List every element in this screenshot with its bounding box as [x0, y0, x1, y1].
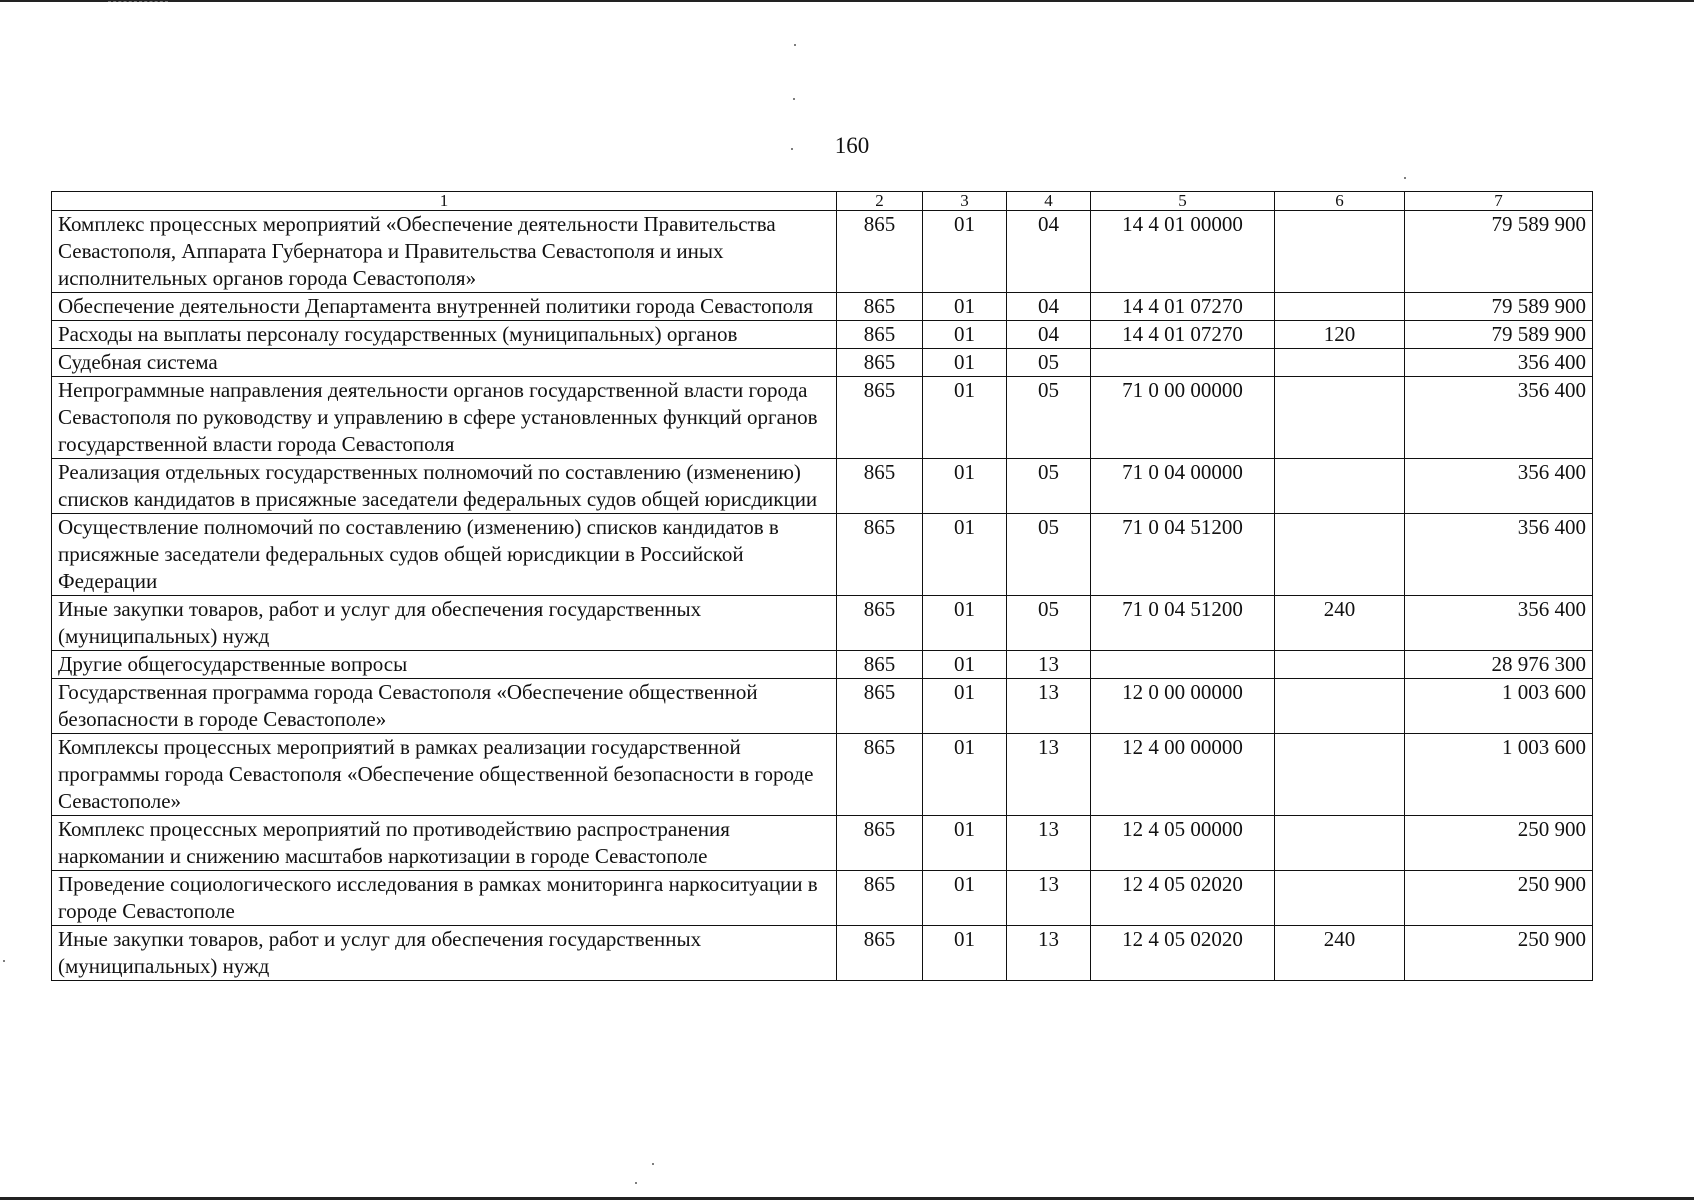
section-code-cell: 01: [923, 349, 1007, 377]
subsection-code-cell: 04: [1007, 211, 1091, 293]
amount-cell: 356 400: [1405, 377, 1593, 459]
subsection-code-cell: 13: [1007, 651, 1091, 679]
target-article-cell: 12 4 05 02020: [1091, 926, 1275, 981]
expense-type-cell: [1275, 211, 1405, 293]
target-article-cell: 71 0 04 00000: [1091, 459, 1275, 514]
column-header: 6: [1275, 192, 1405, 211]
grbs-code-cell: 865: [837, 926, 923, 981]
expense-name-cell: Обеспечение деятельности Департамента внутренней политики города Севастополя: [52, 293, 837, 321]
table-row: [52, 211, 1593, 293]
grbs-code-cell: 865: [837, 816, 923, 871]
expense-name-cell: Государственная программа города Севастополя «Обеспечение общественной безопасности в городе Севастополе»: [52, 679, 837, 734]
section-code-cell: 01: [923, 596, 1007, 651]
target-article-cell: 12 0 00 00000: [1091, 679, 1275, 734]
grbs-code-cell: 865: [837, 459, 923, 514]
amount-cell: 356 400: [1405, 596, 1593, 651]
expense-type-cell: [1275, 734, 1405, 816]
grbs-code-cell: 865: [837, 321, 923, 349]
target-article-cell: 71 0 00 00000: [1091, 377, 1275, 459]
section-code-cell: 01: [923, 679, 1007, 734]
budget-table: [51, 191, 1593, 981]
expense-type-cell: [1275, 377, 1405, 459]
section-code-cell: 01: [923, 926, 1007, 981]
section-code-cell: 01: [923, 816, 1007, 871]
section-code-cell: 01: [923, 321, 1007, 349]
column-header: 2: [837, 192, 923, 211]
subsection-code-cell: 05: [1007, 377, 1091, 459]
table-row: [52, 734, 1593, 816]
table-row: [52, 514, 1593, 596]
target-article-cell: 71 0 04 51200: [1091, 596, 1275, 651]
target-article-cell: [1091, 651, 1275, 679]
scan-speck: [1404, 177, 1406, 179]
grbs-code-cell: 865: [837, 377, 923, 459]
subsection-code-cell: 13: [1007, 816, 1091, 871]
scan-speck: [794, 44, 796, 46]
section-code-cell: 01: [923, 514, 1007, 596]
target-article-cell: 12 4 05 00000: [1091, 816, 1275, 871]
amount-cell: 356 400: [1405, 459, 1593, 514]
table-header-row: [52, 192, 1593, 211]
subsection-code-cell: 13: [1007, 679, 1091, 734]
expense-name-cell: Комплекс процессных мероприятий по противодействию распространения наркомании и снижению масштабов наркотизации в городе Севастополе: [52, 816, 837, 871]
subsection-code-cell: 05: [1007, 459, 1091, 514]
subsection-code-cell: 05: [1007, 349, 1091, 377]
section-code-cell: 01: [923, 211, 1007, 293]
section-code-cell: 01: [923, 651, 1007, 679]
table-row: [52, 349, 1593, 377]
table-row: [52, 459, 1593, 514]
grbs-code-cell: 865: [837, 349, 923, 377]
column-header: 7: [1405, 192, 1593, 211]
grbs-code-cell: 865: [837, 514, 923, 596]
column-header: 5: [1091, 192, 1275, 211]
expense-type-cell: [1275, 871, 1405, 926]
target-article-cell: 12 4 05 02020: [1091, 871, 1275, 926]
amount-cell: 1 003 600: [1405, 679, 1593, 734]
grbs-code-cell: 865: [837, 211, 923, 293]
scan-top-edge: [0, 0, 1694, 2]
target-article-cell: [1091, 349, 1275, 377]
table-row: [52, 816, 1593, 871]
expense-name-cell: Комплекс процессных мероприятий «Обеспечение деятельности Правительства Севастополя, Аппарата Губернатора и Правительства Севастополя и иных исполнительных органов города Севастополя»: [52, 211, 837, 293]
column-header: 1: [52, 192, 837, 211]
section-code-cell: 01: [923, 377, 1007, 459]
expense-type-cell: [1275, 459, 1405, 514]
table-row: [52, 651, 1593, 679]
table-row: [52, 596, 1593, 651]
expense-name-cell: Судебная система: [52, 349, 837, 377]
section-code-cell: 01: [923, 459, 1007, 514]
expense-name-cell: Иные закупки товаров, работ и услуг для обеспечения государственных (муниципальных) нужд: [52, 926, 837, 981]
expense-name-cell: Иные закупки товаров, работ и услуг для обеспечения государственных (муниципальных) нужд: [52, 596, 837, 651]
expense-type-cell: [1275, 651, 1405, 679]
expense-name-cell: Расходы на выплаты персоналу государственных (муниципальных) органов: [52, 321, 837, 349]
table-row: [52, 377, 1593, 459]
grbs-code-cell: 865: [837, 293, 923, 321]
section-code-cell: 01: [923, 734, 1007, 816]
table-row: [52, 926, 1593, 981]
expense-type-cell: [1275, 293, 1405, 321]
scan-speck: [3, 960, 5, 962]
amount-cell: 250 900: [1405, 871, 1593, 926]
table-row: [52, 679, 1593, 734]
grbs-code-cell: 865: [837, 679, 923, 734]
amount-cell: 79 589 900: [1405, 321, 1593, 349]
section-code-cell: 01: [923, 293, 1007, 321]
expense-type-cell: [1275, 816, 1405, 871]
expense-name-cell: Реализация отдельных государственных полномочий по составлению (изменению) списков кандидатов в присяжные заседатели федеральных судов общей юрисдикции: [52, 459, 837, 514]
target-article-cell: 14 4 01 07270: [1091, 293, 1275, 321]
grbs-code-cell: 865: [837, 596, 923, 651]
subsection-code-cell: 13: [1007, 871, 1091, 926]
expense-type-cell: [1275, 679, 1405, 734]
table-row: [52, 871, 1593, 926]
target-article-cell: 71 0 04 51200: [1091, 514, 1275, 596]
column-header: 3: [923, 192, 1007, 211]
scan-top-rule: [108, 1, 168, 2]
amount-cell: 1 003 600: [1405, 734, 1593, 816]
amount-cell: 250 900: [1405, 926, 1593, 981]
amount-cell: 28 976 300: [1405, 651, 1593, 679]
target-article-cell: 14 4 01 07270: [1091, 321, 1275, 349]
expense-type-cell: [1275, 349, 1405, 377]
subsection-code-cell: 04: [1007, 321, 1091, 349]
scan-speck: [635, 1182, 637, 1184]
expense-name-cell: Непрограммные направления деятельности органов государственной власти города Севастополя по руководству и управлению в сфере установленных функций органов государственной власти города Севастополя: [52, 377, 837, 459]
amount-cell: 250 900: [1405, 816, 1593, 871]
expense-name-cell: Другие общегосударственные вопросы: [52, 651, 837, 679]
grbs-code-cell: 865: [837, 651, 923, 679]
expense-type-cell: 240: [1275, 926, 1405, 981]
expense-name-cell: Комплексы процессных мероприятий в рамках реализации государственной программы города Севастополя «Обеспечение общественной безопасности в городе Севастополе»: [52, 734, 837, 816]
subsection-code-cell: 05: [1007, 514, 1091, 596]
scan-speck: [793, 98, 795, 100]
expense-name-cell: Осуществление полномочий по составлению (изменению) списков кандидатов в присяжные заседатели федеральных судов общей юрисдикции в Российской Федерации: [52, 514, 837, 596]
expense-name-cell: Проведение социологического исследования в рамках мониторинга наркоситуации в городе Севастополе: [52, 871, 837, 926]
amount-cell: 356 400: [1405, 514, 1593, 596]
subsection-code-cell: 13: [1007, 734, 1091, 816]
expense-type-cell: 240: [1275, 596, 1405, 651]
subsection-code-cell: 04: [1007, 293, 1091, 321]
amount-cell: 79 589 900: [1405, 293, 1593, 321]
amount-cell: 356 400: [1405, 349, 1593, 377]
page-number: 160: [834, 133, 870, 158]
expense-type-cell: [1275, 514, 1405, 596]
target-article-cell: 14 4 01 00000: [1091, 211, 1275, 293]
subsection-code-cell: 05: [1007, 596, 1091, 651]
scan-speck: [652, 1163, 654, 1165]
amount-cell: 79 589 900: [1405, 211, 1593, 293]
grbs-code-cell: 865: [837, 734, 923, 816]
table-row: [52, 293, 1593, 321]
column-header: 4: [1007, 192, 1091, 211]
table-body: [52, 211, 1593, 981]
grbs-code-cell: 865: [837, 871, 923, 926]
expense-type-cell: 120: [1275, 321, 1405, 349]
target-article-cell: 12 4 00 00000: [1091, 734, 1275, 816]
subsection-code-cell: 13: [1007, 926, 1091, 981]
section-code-cell: 01: [923, 871, 1007, 926]
table-row: [52, 321, 1593, 349]
